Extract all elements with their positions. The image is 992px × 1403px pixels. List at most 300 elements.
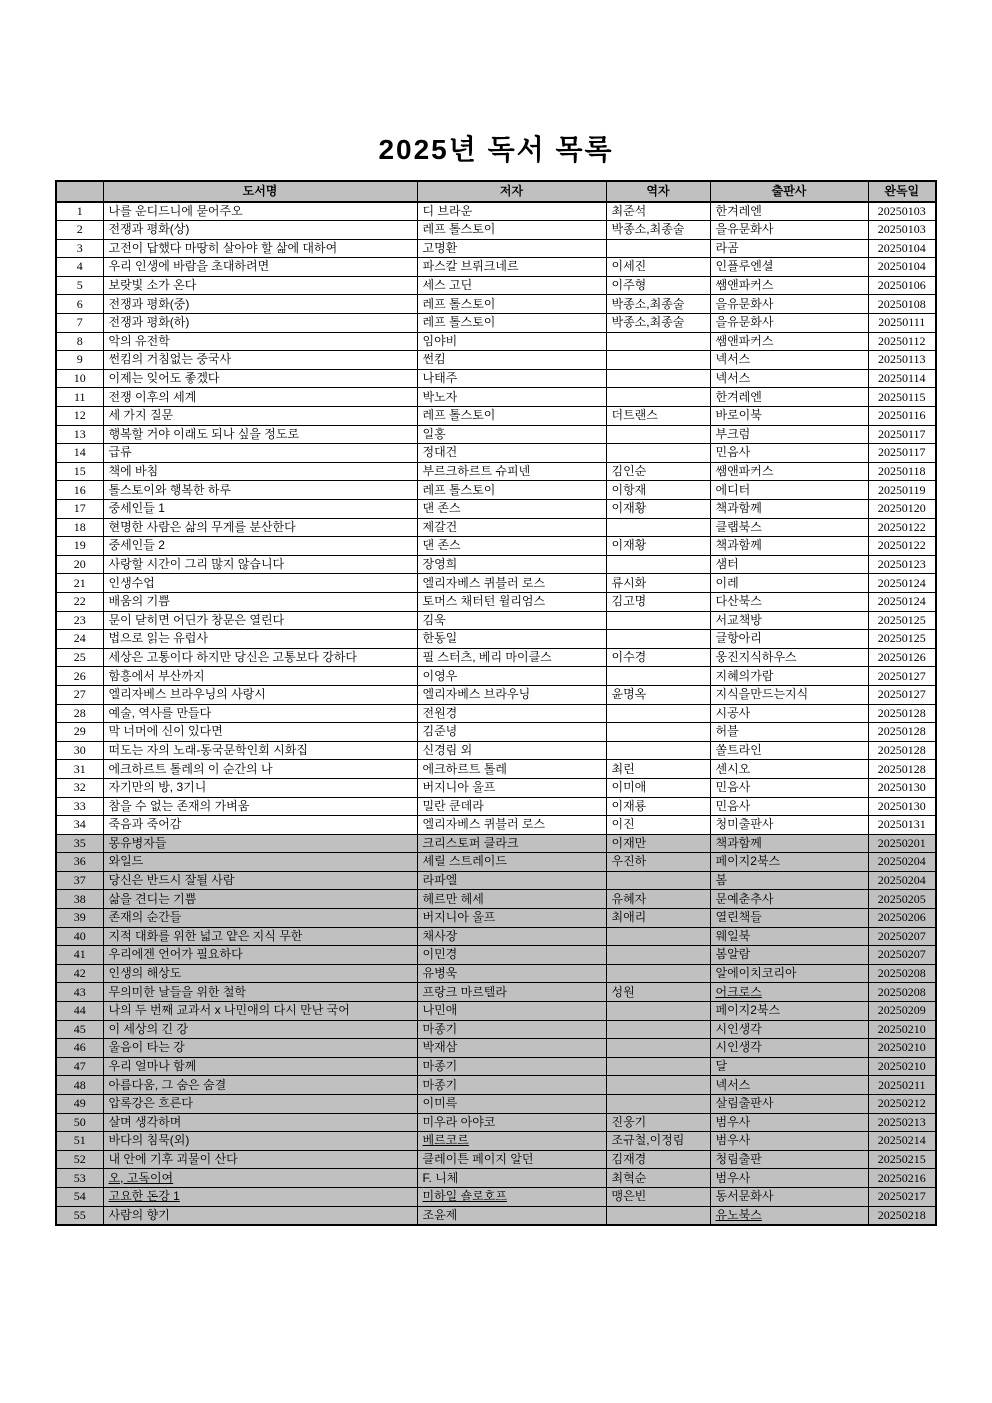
cell-translator	[606, 1187, 710, 1206]
cell-author	[417, 500, 606, 519]
cell-text-author: 한동일	[422, 631, 458, 646]
cell-text-no: 37	[73, 873, 86, 888]
cell-translator	[606, 500, 710, 519]
cell-translator	[606, 1076, 710, 1095]
cell-date	[868, 1076, 936, 1095]
cell-author	[417, 1095, 606, 1114]
cell-text-title: 우리 얼마나 함께	[108, 1059, 197, 1074]
cell-text-author: 신경림 외	[422, 742, 473, 757]
cell-author	[417, 1169, 606, 1188]
cell-text-publisher: 페이지2북스	[715, 1003, 781, 1018]
cell-text-author: 밀란 쿤데라	[422, 798, 484, 813]
cell-author	[417, 481, 606, 500]
cell-text-publisher: 허블	[715, 724, 739, 739]
cell-text-date: 20250127	[877, 668, 926, 683]
cell-text-title: 내 안에 기후 괴물이 산다	[108, 1151, 238, 1166]
cell-text-author: 필 스터츠, 베리 마이클스	[422, 649, 552, 664]
cell-date	[868, 797, 936, 816]
cell-text-publisher: 클랩북스	[715, 519, 762, 534]
cell-publisher	[710, 853, 868, 872]
cell-title	[103, 1057, 417, 1076]
cell-text-date: 20250212	[877, 1096, 926, 1111]
cell-text-no: 39	[73, 910, 86, 925]
cell-author	[417, 1150, 606, 1169]
cell-no	[56, 1020, 103, 1039]
cell-no	[56, 314, 103, 333]
cell-date	[868, 1039, 936, 1058]
cell-no	[56, 258, 103, 277]
cell-text-no: 50	[73, 1114, 86, 1129]
cell-text-translator: 이재황	[611, 501, 647, 516]
header-number	[56, 181, 103, 202]
cell-translator	[606, 630, 710, 649]
cell-author	[417, 760, 606, 779]
cell-text-title: 중세인들 1	[108, 501, 165, 516]
cell-translator	[606, 1039, 710, 1058]
cell-title	[103, 425, 417, 444]
cell-title	[103, 760, 417, 779]
cell-text-publisher: 민음사	[715, 798, 751, 813]
cell-text-no: 3	[76, 240, 83, 255]
header-author: 저자	[417, 181, 606, 202]
cell-no	[56, 444, 103, 463]
cell-no	[56, 407, 103, 426]
cell-translator	[606, 592, 710, 611]
cell-date	[868, 853, 936, 872]
cell-text-no: 52	[73, 1151, 86, 1166]
cell-date	[868, 1187, 936, 1206]
cell-text-author: 클레이튼 페이지 알던	[422, 1151, 534, 1166]
cell-text-no: 27	[73, 687, 86, 702]
cell-translator	[606, 890, 710, 909]
cell-publisher	[710, 630, 868, 649]
cell-no	[56, 704, 103, 723]
cell-no	[56, 964, 103, 983]
cell-text-translator: 박종소,최종술	[611, 315, 685, 330]
cell-date	[868, 983, 936, 1002]
cell-text-author: 에크하르트 톨레	[422, 761, 507, 776]
cell-translator	[606, 574, 710, 593]
cell-text-no: 20	[73, 556, 86, 571]
table-row	[56, 1150, 936, 1169]
cell-text-date: 20250217	[877, 1189, 926, 1204]
cell-translator	[606, 314, 710, 333]
cell-text-date: 20250215	[877, 1151, 926, 1166]
table-row	[56, 983, 936, 1002]
cell-text-title: 아름다움, 그 숨은 숨결	[108, 1077, 227, 1092]
cell-author	[417, 816, 606, 835]
cell-text-author: 채사장	[422, 928, 458, 943]
table-row	[56, 314, 936, 333]
cell-publisher	[710, 890, 868, 909]
cell-text-publisher: 부크럼	[715, 426, 751, 441]
cell-text-author: 라파엘	[422, 873, 458, 888]
cell-text-author: 파스칼 브뤼크네르	[422, 259, 519, 274]
cell-no	[56, 462, 103, 481]
cell-publisher	[710, 1076, 868, 1095]
cell-no	[56, 500, 103, 519]
table-row	[56, 630, 936, 649]
cell-translator	[606, 407, 710, 426]
cell-text-no: 41	[73, 947, 86, 962]
cell-date	[868, 667, 936, 686]
cell-publisher	[710, 797, 868, 816]
cell-text-author: 나태주	[422, 371, 458, 386]
cell-text-publisher: 페이지2북스	[715, 854, 781, 869]
cell-text-title: 배움의 기쁨	[108, 594, 170, 609]
cell-author	[417, 574, 606, 593]
cell-title	[103, 407, 417, 426]
cell-title	[103, 1206, 417, 1225]
cell-text-date: 20250124	[877, 575, 926, 590]
cell-date	[868, 778, 936, 797]
cell-publisher	[710, 202, 868, 221]
cell-no	[56, 1057, 103, 1076]
cell-text-date: 20250130	[877, 780, 926, 795]
cell-author	[417, 890, 606, 909]
cell-text-translator: 이재황	[611, 538, 647, 553]
table-row	[56, 351, 936, 370]
cell-no	[56, 1169, 103, 1188]
table-row	[56, 760, 936, 779]
cell-date	[868, 276, 936, 295]
cell-text-title: 톨스토이와 행복한 하루	[108, 482, 232, 497]
cell-text-date: 20250113	[877, 352, 926, 367]
cell-translator	[606, 1206, 710, 1225]
cell-title	[103, 853, 417, 872]
cell-text-author: 미우라 아야코	[422, 1114, 496, 1129]
table-row	[56, 1132, 936, 1151]
cell-translator	[606, 741, 710, 760]
cell-date	[868, 760, 936, 779]
cell-text-no: 51	[73, 1133, 86, 1148]
cell-title	[103, 909, 417, 928]
cell-text-author: 레프 톨스토이	[422, 296, 496, 311]
cell-text-title: 전쟁 이후의 세계	[108, 389, 197, 404]
cell-text-translator: 유혜자	[611, 891, 647, 906]
cell-author	[417, 871, 606, 890]
cell-publisher	[710, 667, 868, 686]
cell-publisher	[710, 332, 868, 351]
cell-text-translator: 이미애	[611, 780, 647, 795]
cell-text-no: 11	[73, 389, 86, 404]
table-row	[56, 444, 936, 463]
cell-text-publisher: 서교책방	[715, 612, 762, 627]
cell-text-date: 20250127	[877, 687, 926, 702]
cell-text-translator: 성원	[611, 984, 635, 999]
cell-title	[103, 611, 417, 630]
cell-no	[56, 481, 103, 500]
cell-text-author: 유병욱	[422, 966, 458, 981]
cell-translator	[606, 295, 710, 314]
cell-author	[417, 1076, 606, 1095]
table-row	[56, 704, 936, 723]
cell-author	[417, 704, 606, 723]
cell-text-date: 20250205	[877, 891, 926, 906]
cell-text-no: 47	[73, 1059, 86, 1074]
cell-text-publisher: 열린책들	[715, 910, 762, 925]
cell-publisher	[710, 276, 868, 295]
cell-text-title: 행복할 거야 이래도 되나 싶을 정도로	[108, 426, 300, 441]
cell-text-title: 자기만의 방, 3기니	[108, 780, 207, 795]
cell-text-date: 20250114	[877, 371, 926, 386]
cell-text-title: 썬킴의 거침없는 중국사	[108, 352, 232, 367]
cell-text-translator: 이진	[611, 817, 635, 832]
cell-date	[868, 425, 936, 444]
cell-title	[103, 369, 417, 388]
cell-title	[103, 1187, 417, 1206]
cell-text-translator: 우진하	[611, 854, 647, 869]
cell-translator	[606, 537, 710, 556]
cell-author	[417, 797, 606, 816]
cell-text-title: 함흥에서 부산까지	[108, 668, 205, 683]
cell-text-date: 20250126	[877, 649, 926, 664]
cell-title	[103, 946, 417, 965]
cell-no	[56, 537, 103, 556]
table-row	[56, 946, 936, 965]
cell-text-title: 전쟁과 평화(중)	[108, 296, 190, 311]
cell-publisher	[710, 295, 868, 314]
cell-text-date: 20250118	[877, 464, 926, 479]
cell-title	[103, 388, 417, 407]
cell-text-publisher: 시공사	[715, 705, 751, 720]
cell-text-author: 김욱	[422, 612, 446, 627]
table-row	[56, 1076, 936, 1095]
cell-title	[103, 481, 417, 500]
cell-text-publisher: 봄알람	[715, 947, 751, 962]
cell-translator	[606, 685, 710, 704]
cell-text-date: 20250211	[877, 1077, 926, 1092]
cell-translator	[606, 927, 710, 946]
table-row	[56, 1206, 936, 1225]
cell-translator	[606, 983, 710, 1002]
cell-date	[868, 909, 936, 928]
cell-text-author: 베르코르	[422, 1133, 469, 1148]
cell-text-title: 문이 닫히면 어딘가 창문은 열린다	[108, 612, 285, 627]
cell-text-date: 20250104	[877, 259, 926, 274]
cell-publisher	[710, 648, 868, 667]
cell-publisher	[710, 221, 868, 240]
cell-date	[868, 1095, 936, 1114]
table-row	[56, 1113, 936, 1132]
table-row	[56, 871, 936, 890]
cell-text-no: 13	[73, 426, 86, 441]
cell-publisher	[710, 574, 868, 593]
cell-no	[56, 760, 103, 779]
cell-publisher	[710, 518, 868, 537]
cell-text-translator: 최애리	[611, 910, 647, 925]
cell-text-publisher: 한겨레엔	[715, 389, 762, 404]
cell-text-publisher: 센시오	[715, 761, 751, 776]
cell-publisher	[710, 369, 868, 388]
cell-text-author: 레프 톨스토이	[422, 408, 496, 423]
cell-date	[868, 518, 936, 537]
cell-text-no: 4	[76, 259, 83, 274]
cell-text-date: 20250117	[877, 426, 926, 441]
cell-author	[417, 778, 606, 797]
cell-no	[56, 1076, 103, 1095]
cell-publisher	[710, 704, 868, 723]
cell-publisher	[710, 611, 868, 630]
cell-publisher	[710, 537, 868, 556]
cell-publisher	[710, 1039, 868, 1058]
cell-text-title: 법으로 읽는 유럽사	[108, 631, 208, 646]
cell-text-date: 20250206	[877, 910, 926, 925]
cell-translator	[606, 202, 710, 221]
cell-text-no: 53	[73, 1170, 86, 1185]
cell-date	[868, 314, 936, 333]
cell-text-author: 마종기	[422, 1021, 458, 1036]
cell-text-no: 55	[73, 1207, 86, 1222]
cell-text-title: 책에 바침	[108, 464, 159, 479]
table-row	[56, 500, 936, 519]
cell-text-publisher: 책과함께	[715, 538, 762, 553]
cell-text-publisher: 을유문화사	[715, 222, 774, 237]
cell-publisher	[710, 1095, 868, 1114]
cell-translator	[606, 276, 710, 295]
cell-author	[417, 202, 606, 221]
cell-text-no: 2	[76, 222, 83, 237]
cell-text-title: 이제는 잊어도 좋겠다	[108, 371, 220, 386]
cell-text-author: F. 니체	[422, 1170, 459, 1185]
cell-text-publisher: 시인생각	[715, 1021, 762, 1036]
cell-text-publisher: 쌤앤파커스	[715, 333, 774, 348]
cell-translator	[606, 871, 710, 890]
cell-text-author: 임야비	[422, 333, 458, 348]
cell-publisher	[710, 741, 868, 760]
cell-text-date: 20250128	[877, 724, 926, 739]
cell-text-publisher: 범우사	[715, 1133, 751, 1148]
cell-text-publisher: 넥서스	[715, 1077, 751, 1092]
cell-no	[56, 1150, 103, 1169]
table-row	[56, 1057, 936, 1076]
table-row	[56, 909, 936, 928]
table-row	[56, 1169, 936, 1188]
table-row	[56, 239, 936, 258]
table-row	[56, 369, 936, 388]
cell-text-no: 16	[73, 482, 86, 497]
cell-date	[868, 648, 936, 667]
cell-text-title: 죽음과 죽어감	[108, 817, 182, 832]
cell-author	[417, 1187, 606, 1206]
cell-text-date: 20250119	[877, 482, 926, 497]
cell-publisher	[710, 964, 868, 983]
cell-text-date: 20250122	[877, 538, 926, 553]
cell-date	[868, 500, 936, 519]
cell-publisher	[710, 351, 868, 370]
cell-author	[417, 462, 606, 481]
cell-title	[103, 592, 417, 611]
cell-no	[56, 239, 103, 258]
cell-text-translator: 더트랜스	[611, 408, 658, 423]
cell-text-publisher: 쏠트라인	[715, 742, 762, 757]
cell-text-title: 사람의 향기	[108, 1207, 170, 1222]
cell-text-date: 20250104	[877, 240, 926, 255]
cell-translator	[606, 555, 710, 574]
cell-date	[868, 1169, 936, 1188]
cell-title	[103, 723, 417, 742]
cell-author	[417, 927, 606, 946]
cell-text-publisher: 넥서스	[715, 371, 751, 386]
cell-text-publisher: 쌤앤파커스	[715, 464, 774, 479]
cell-author	[417, 648, 606, 667]
cell-text-no: 31	[73, 761, 86, 776]
cell-author	[417, 276, 606, 295]
cell-date	[868, 1150, 936, 1169]
cell-date	[868, 462, 936, 481]
cell-title	[103, 1150, 417, 1169]
cell-author	[417, 946, 606, 965]
cell-date	[868, 741, 936, 760]
cell-publisher	[710, 555, 868, 574]
cell-title	[103, 778, 417, 797]
cell-text-date: 20250123	[877, 556, 926, 571]
cell-text-author: 박재삼	[422, 1040, 458, 1055]
cell-text-publisher: 시인생각	[715, 1040, 762, 1055]
table-row	[56, 1095, 936, 1114]
cell-text-date: 20250208	[877, 984, 926, 999]
cell-text-translator: 맹은빈	[611, 1189, 647, 1204]
table-row	[56, 685, 936, 704]
cell-text-date: 20250214	[877, 1133, 926, 1148]
cell-text-translator: 최혁순	[611, 1170, 647, 1185]
cell-no	[56, 927, 103, 946]
cell-no	[56, 592, 103, 611]
cell-no	[56, 202, 103, 221]
cell-title	[103, 295, 417, 314]
cell-publisher	[710, 685, 868, 704]
cell-text-author: 프랑크 마르텔라	[422, 984, 507, 999]
cell-title	[103, 276, 417, 295]
cell-date	[868, 202, 936, 221]
cell-text-date: 20250125	[877, 612, 926, 627]
cell-date	[868, 611, 936, 630]
table-row	[56, 555, 936, 574]
cell-text-date: 20250116	[877, 408, 926, 423]
cell-text-no: 49	[73, 1096, 86, 1111]
cell-author	[417, 1002, 606, 1021]
table-row	[56, 964, 936, 983]
cell-date	[868, 630, 936, 649]
cell-author	[417, 239, 606, 258]
cell-text-date: 20250122	[877, 519, 926, 534]
cell-title	[103, 1132, 417, 1151]
cell-date	[868, 221, 936, 240]
cell-translator	[606, 964, 710, 983]
cell-text-no: 15	[73, 464, 86, 479]
cell-text-publisher: 다산북스	[715, 594, 762, 609]
cell-text-date: 20250106	[877, 278, 926, 293]
cell-text-title: 급류	[108, 445, 132, 460]
cell-translator	[606, 1113, 710, 1132]
cell-author	[417, 1206, 606, 1225]
table-row	[56, 518, 936, 537]
cell-text-no: 40	[73, 928, 86, 943]
cell-date	[868, 1057, 936, 1076]
cell-publisher	[710, 1206, 868, 1225]
cell-translator	[606, 462, 710, 481]
header-publisher: 출판사	[710, 181, 868, 202]
cell-publisher	[710, 1132, 868, 1151]
cell-text-publisher: 알에이치코리아	[715, 966, 797, 981]
cell-title	[103, 648, 417, 667]
table-row	[56, 258, 936, 277]
reading-table-body	[56, 202, 936, 1225]
cell-text-no: 17	[73, 501, 86, 516]
cell-text-translator: 최린	[611, 761, 635, 776]
cell-no	[56, 1206, 103, 1225]
cell-translator	[606, 667, 710, 686]
